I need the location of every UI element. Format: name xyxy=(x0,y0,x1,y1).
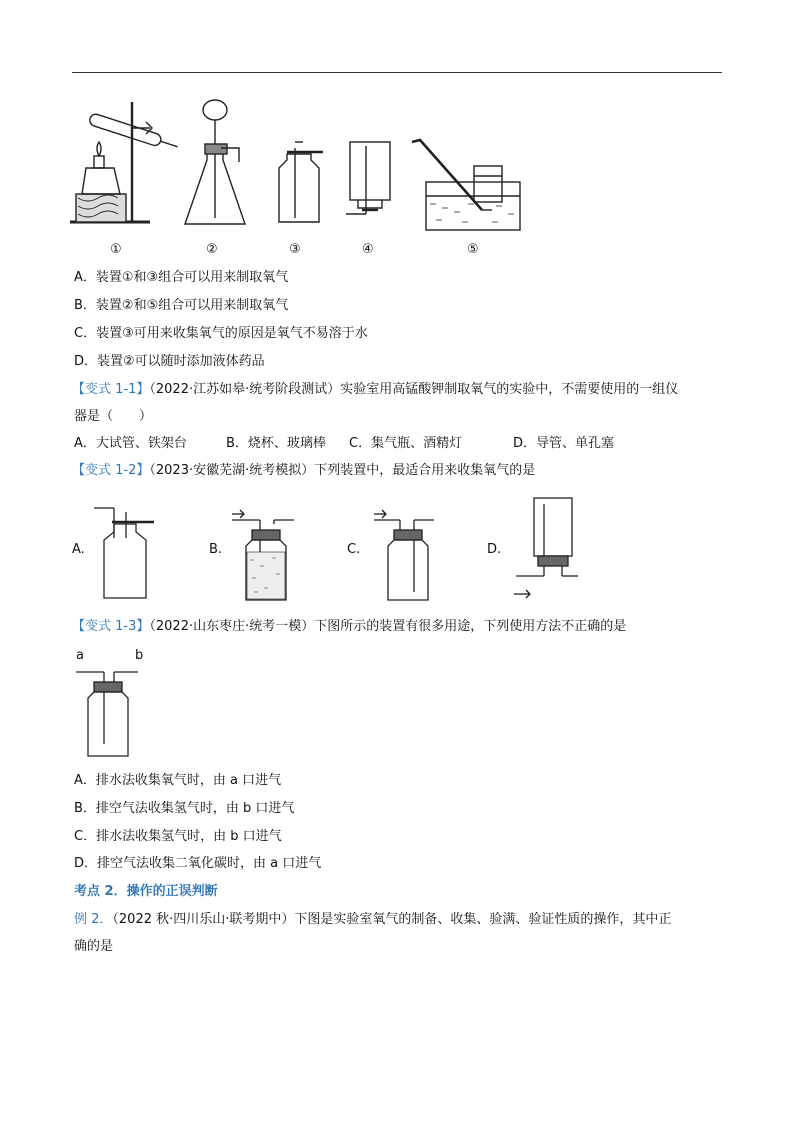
variant-1-3-option-b: B．排空气法收集氢气时，由 b 口进气 xyxy=(74,801,295,816)
apparatus-label-5: ⑤ xyxy=(467,242,479,257)
variant-1-1-line1 xyxy=(72,381,678,399)
variant-1-1-line2: 器是（ ） xyxy=(74,409,153,424)
apparatus-drawings xyxy=(68,98,538,260)
variant-1-2-bottles xyxy=(90,494,590,606)
variant-1-2-tag: 【变式 1-2】 xyxy=(72,463,150,478)
apparatus-1-heating-setup xyxy=(70,102,180,222)
port-b-label: b xyxy=(135,648,144,663)
variant-1-1-stem: （2022·江苏如皋·统考阶段测试）实验室用高锰酸钾制取氧气的实验中，不需要使用的一组仪 xyxy=(149,382,679,397)
apparatus-figure xyxy=(68,98,538,260)
apparatus-label-4: ④ xyxy=(362,242,374,257)
main-option-b: B．装置②和⑤组合可以用来制取氧气 xyxy=(74,298,289,313)
variant-1-1-option-a: A．大试管、铁架台 xyxy=(74,436,187,451)
variant-1-2-letter-a: A. xyxy=(72,542,85,557)
variant-1-2-letter-b: B. xyxy=(209,542,223,557)
main-option-a: A．装置①和③组合可以用来制取氧气 xyxy=(74,270,289,285)
bottle-a xyxy=(94,508,154,598)
header-divider xyxy=(72,72,722,73)
variant-1-1-option-b: B．烧杯、玻璃棒 xyxy=(226,436,326,451)
bottle-ab-drawing xyxy=(74,664,154,760)
kaodian-2-heading: 考点 2．操作的正误判断 xyxy=(74,884,218,899)
apparatus-2-flask-funnel xyxy=(185,100,245,224)
variant-1-2-drawings xyxy=(90,494,590,606)
variant-1-3-option-c: C．排水法收集氢气时，由 b 口进气 xyxy=(74,829,282,844)
variant-1-3-option-d: D．排空气法收集二氧化碳时，由 a 口进气 xyxy=(74,856,322,871)
apparatus-4-inverted-bottle xyxy=(346,142,390,214)
example-2-tag: 例 2． xyxy=(74,912,113,927)
main-option-c: C．装置③可用来收集氧气的原因是氧气不易溶于水 xyxy=(74,326,368,341)
variant-1-2-letter-d: D. xyxy=(487,542,502,557)
variant-1-2-letter-c: C. xyxy=(347,542,361,557)
variant-1-3-option-a: A．排水法收集氧气时，由 a 口进气 xyxy=(74,773,282,788)
variant-1-1-option-c: C．集气瓶、酒精灯 xyxy=(349,436,463,451)
variant-1-3-bottle xyxy=(74,664,154,760)
variant-1-3-line xyxy=(72,618,626,636)
apparatus-label-3: ③ xyxy=(289,242,301,257)
apparatus-label-1: ① xyxy=(110,242,122,257)
variant-1-3-tag: 【变式 1-3】 xyxy=(72,619,150,634)
apparatus-label-2: ② xyxy=(206,242,218,257)
variant-1-2-stem: （2023·安徽芜湖·统考模拟）下列装置中，最适合用来收集氧气的是 xyxy=(149,463,536,478)
apparatus-3-gas-bottle xyxy=(279,142,323,222)
variant-1-1-tag: 【变式 1-1】 xyxy=(72,382,150,397)
apparatus-5-water-trough xyxy=(412,140,520,230)
example-2-stem: （2022 秋·四川乐山·联考期中）下图是实验室氧气的制备、收集、验满、验证性质的操作，其中正 xyxy=(112,912,672,927)
variant-1-2-line xyxy=(72,462,535,480)
bottle-b xyxy=(232,510,294,600)
example-2-line1 xyxy=(74,911,671,929)
variant-1-3-stem: （2022·山东枣庄·统考一模）下图所示的装置有很多用途，下列使用方法不正确的是 xyxy=(149,619,627,634)
variant-1-1-option-d: D．导管、单孔塞 xyxy=(513,436,615,451)
bottle-c xyxy=(374,510,434,600)
port-a-label: a xyxy=(76,648,84,663)
bottle-d xyxy=(514,498,578,598)
example-2-line2: 确的是 xyxy=(74,939,114,954)
main-option-d: D．装置②可以随时添加液体药品 xyxy=(74,354,265,369)
